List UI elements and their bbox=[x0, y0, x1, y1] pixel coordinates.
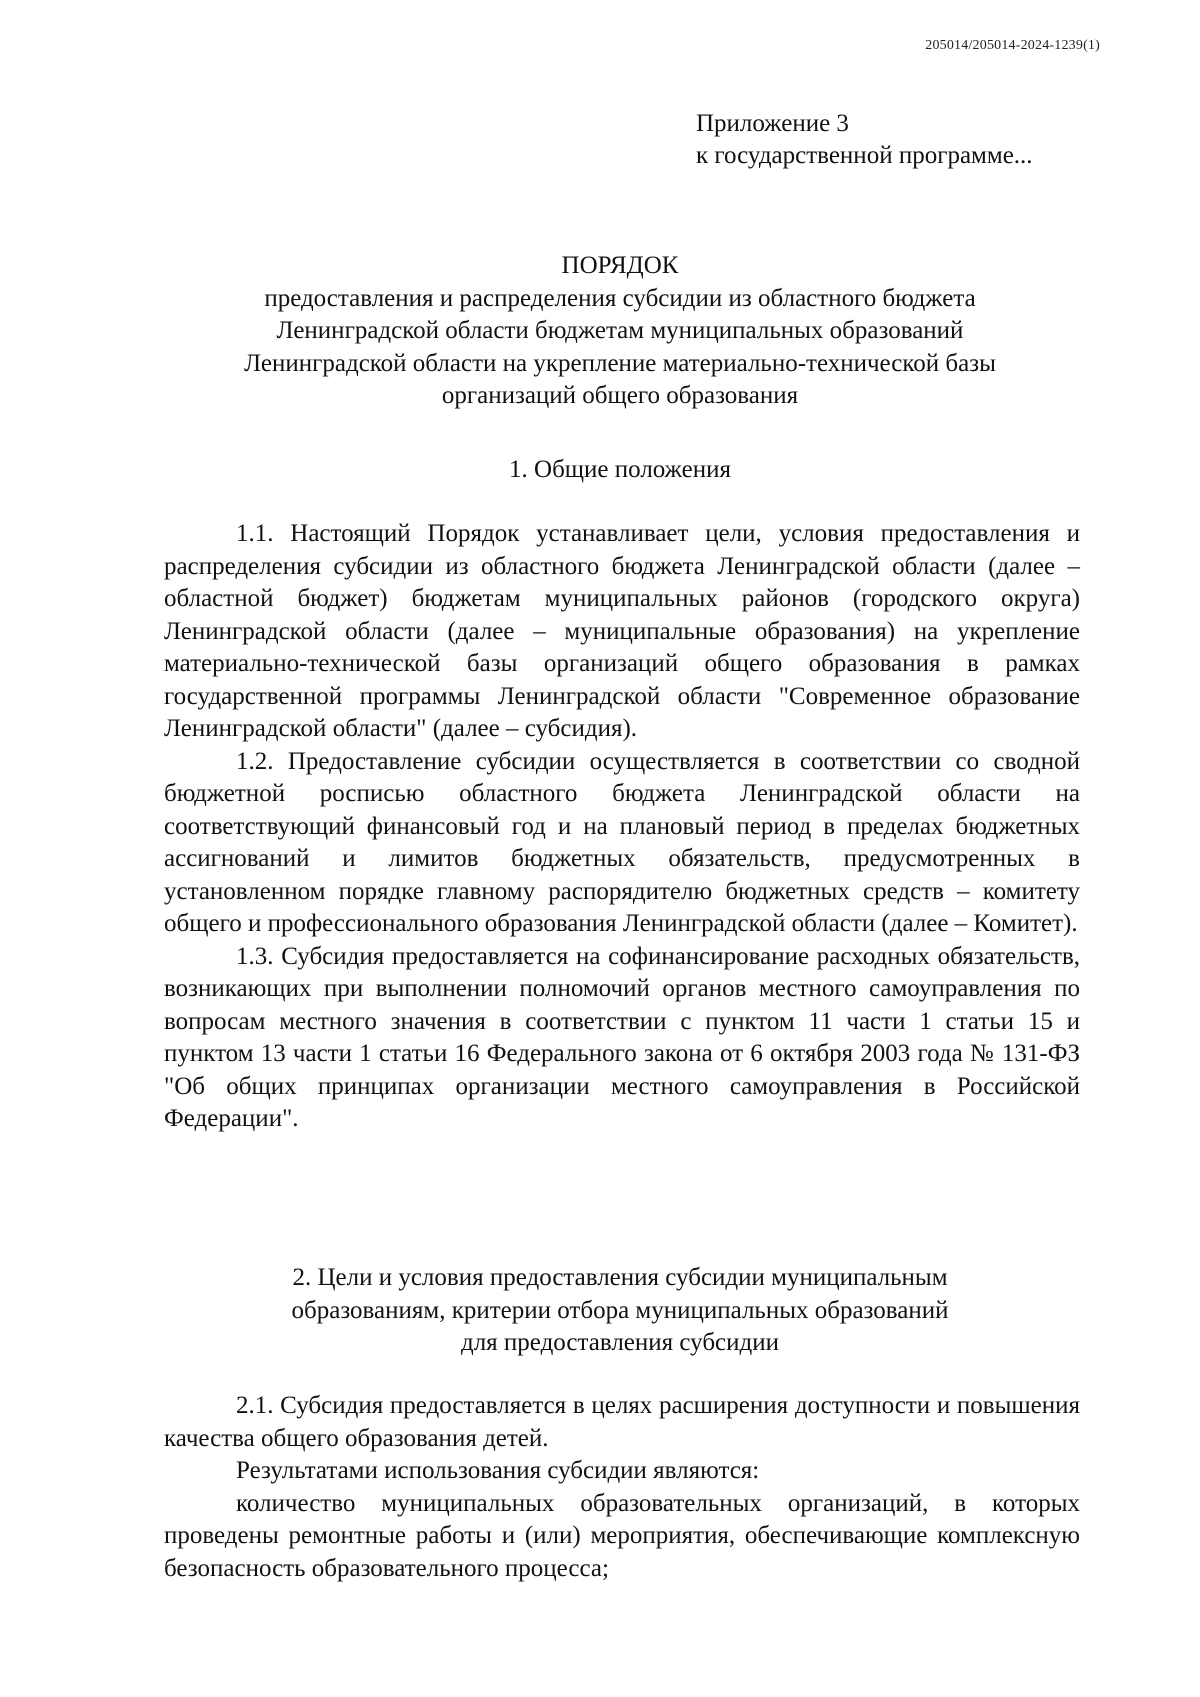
section-1-heading-text: 1. Общие положения bbox=[509, 456, 731, 483]
section-1-body bbox=[164, 518, 1080, 1136]
paragraph-1-1: 1.1. Настоящий Порядок устанавливает цели, условия предоставления и распределения субсидии из областного бюджета Ленинградской области (далее – областной бюджет) бюджетам муниципальных районов (городского округа) Ленинградской области (далее – муниципальные образования) на укрепление материально-технической базы организаций общего образования в рамках государственной программы Ленинградской области "Современное образование Ленинградской области" (далее – субсидия). bbox=[164, 520, 1080, 742]
appendix-note bbox=[696, 108, 1033, 172]
title-heading: ПОРЯДОК bbox=[561, 252, 679, 279]
document-title bbox=[160, 250, 1080, 413]
result-item-1: количество муниципальных образовательных организаций, в которых проведены ремонтные работы и (или) мероприятия, обеспечивающие комплексную безопасность образовательного процесса; bbox=[164, 1489, 1080, 1582]
title-line-3: Ленинградской области на укрепление материально-технической базы bbox=[244, 349, 996, 377]
section-2-body bbox=[164, 1390, 1080, 1585]
title-line-2: Ленинградской области бюджетам муниципальных образований bbox=[276, 317, 964, 344]
results-intro: Результатами использования субсидии являются: bbox=[236, 1457, 760, 1484]
document-number: 205014/205014-2024-1239(1) bbox=[925, 38, 1100, 53]
appendix-line-1: Приложение 3 bbox=[696, 110, 849, 137]
paragraph-2-1: 2.1. Субсидия предоставляется в целях расширения доступности и повышения качества общего образования детей. bbox=[164, 1392, 1080, 1452]
section-2-heading-line-2: образованиям, критерии отбора муниципальных образований bbox=[291, 1296, 949, 1324]
section-2-heading bbox=[160, 1262, 1080, 1360]
section-2-heading-line-1: 2. Цели и условия предоставления субсидии муниципальным bbox=[292, 1264, 948, 1291]
paragraph-1-2: 1.2. Предоставление субсидии осуществляется в соответствии со сводной бюджетной росписью областного бюджета Ленинградской области на соответствующий финансовый год и на плановый период в пределах бюджетных ассигнований и лимитов бюджетных обязательств, предусмотренных в установленном порядке главному распорядителю бюджетных средств – комитету общего и профессионального образования Ленинградской области (далее – Комитет). bbox=[164, 747, 1080, 937]
paragraph-1-3: 1.3. Субсидия предоставляется на софинансирование расходных обязательств, возникающих при выполнении полномочий органов местного самоуправления по вопросам местного значения в соответствии с пунктом 11 части 1 статьи 15 и пунктом 13 части 1 статьи 16 Федерального закона от 6 октября 2003 года № 131-ФЗ "Об общих принципах организации местного самоуправления в Российской Федерации". bbox=[164, 942, 1080, 1132]
title-line-4: организаций общего образования bbox=[441, 382, 799, 409]
section-2-heading-line-3: для предоставления субсидии bbox=[460, 1329, 780, 1356]
title-line-1: предоставления и распределения субсидии из областного бюджета bbox=[264, 284, 976, 312]
section-1-heading bbox=[160, 454, 1080, 487]
appendix-line-2: к государственной программе... bbox=[696, 142, 1033, 169]
